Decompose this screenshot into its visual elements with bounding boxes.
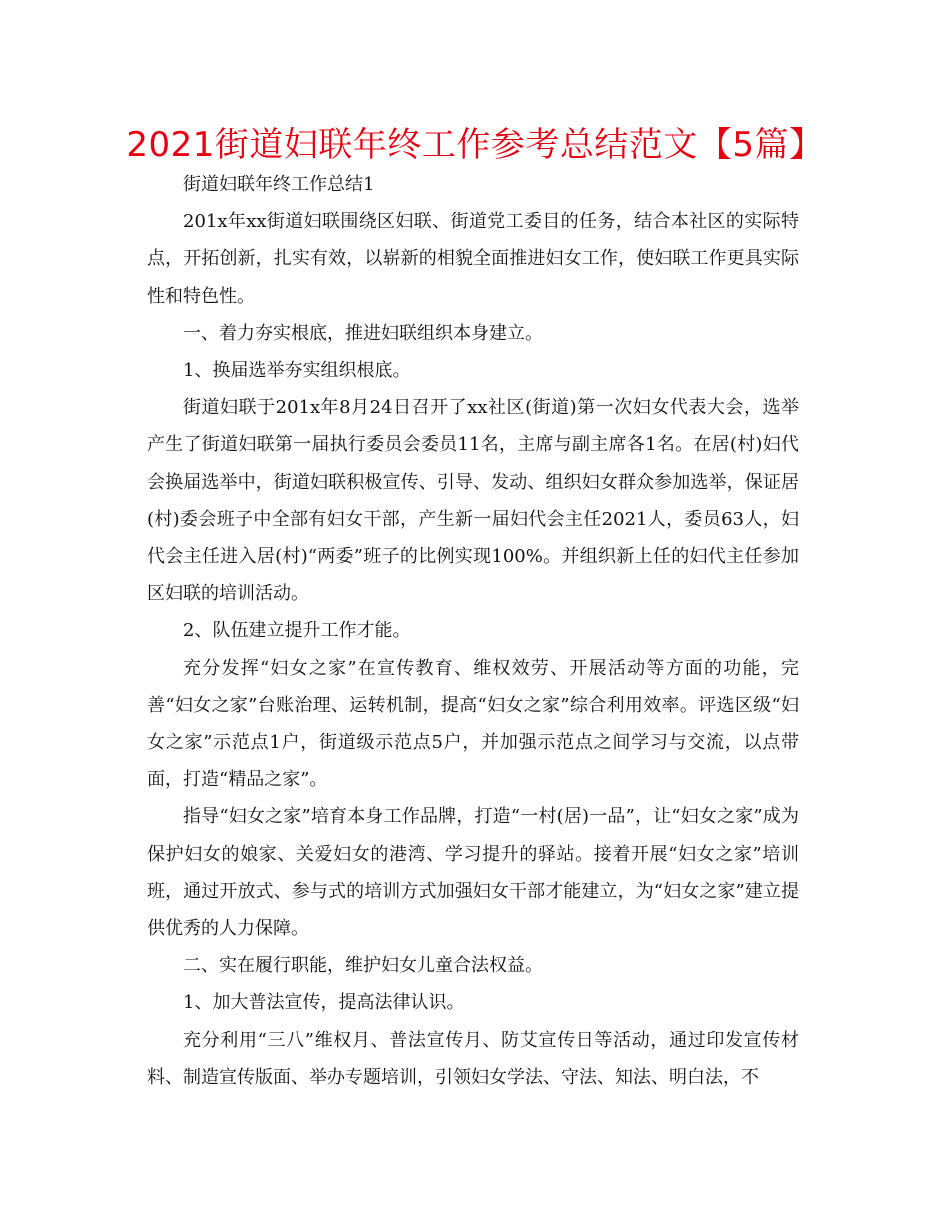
- document-title: 2021街道妇联年终工作参考总结范文【5篇】: [126, 125, 824, 165]
- subsection-heading: 1、换届选举夯实组织根底。: [183, 360, 411, 382]
- section-heading: 一、着力夯实根底，推进妇联组织本身建立。: [183, 322, 543, 344]
- paragraph: 充分发挥“妇女之家”在宣传教育、维权效劳、开展活动等方面的功能，完善“妇女之家”台账治理、运转机制，提高“妇女之家”综合利用效率。评选区级“妇女之家”示范点1户，街道级示范点5户，并加强示范点之间学习与交流，以点带面，打造“精品之家”。: [147, 657, 799, 791]
- paragraph: 201x年xx街道妇联围绕区妇联、街道党工委目的任务，结合本社区的实际特点，开拓创新，扎实有效，以崭新的相貌全面推进妇女工作，使妇联工作更具实际性和特色性。: [147, 211, 799, 307]
- subsection-heading: 2、队伍建立提升工作才能。: [183, 620, 411, 642]
- section-heading: 街道妇联年终工作总结1: [183, 174, 375, 195]
- subsection-heading: 1、加大普法宣传，提高法律认识。: [183, 992, 465, 1014]
- paragraph: 充分利用“三八”维权月、普法宣传月、防艾宣传日等活动，通过印发宣传材料、制造宣传版面、举办专题培训，引领妇女学法、守法、知法、明白法，不: [147, 1029, 799, 1088]
- paragraph: 街道妇联于201x年8月24日召开了xx社区(街道)第一次妇女代表大会，选举产生了街道妇联第一届执行委员会委员11名，主席与副主席各1名。在居(村)妇代会换届选举中，街道妇联积极宣传、引导、发动、组织妇女群众参加选举，保证居(村)委会班子中全部有妇女干部，产生新一届妇代会主任2021人，委员63人，妇代会主任进入居(村)“两委”班子的比例实现100%。并组织新上任的妇代主任参加区妇联的培训活动。: [147, 397, 799, 605]
- section-heading: 二、实在履行职能，维护妇女儿童合法权益。: [183, 955, 543, 977]
- paragraph: 指导“妇女之家”培育本身工作品牌，打造“一村(居)一品”，让“妇女之家”成为保护妇女的娘家、关爱妇女的港湾、学习提升的驿站。接着开展“妇女之家”培训班，通过开放式、参与式的培训方式加强妇女干部才能建立，为“妇女之家”建立提供优秀的人力保障。: [147, 806, 799, 940]
- document-body: [147, 166, 799, 1096]
